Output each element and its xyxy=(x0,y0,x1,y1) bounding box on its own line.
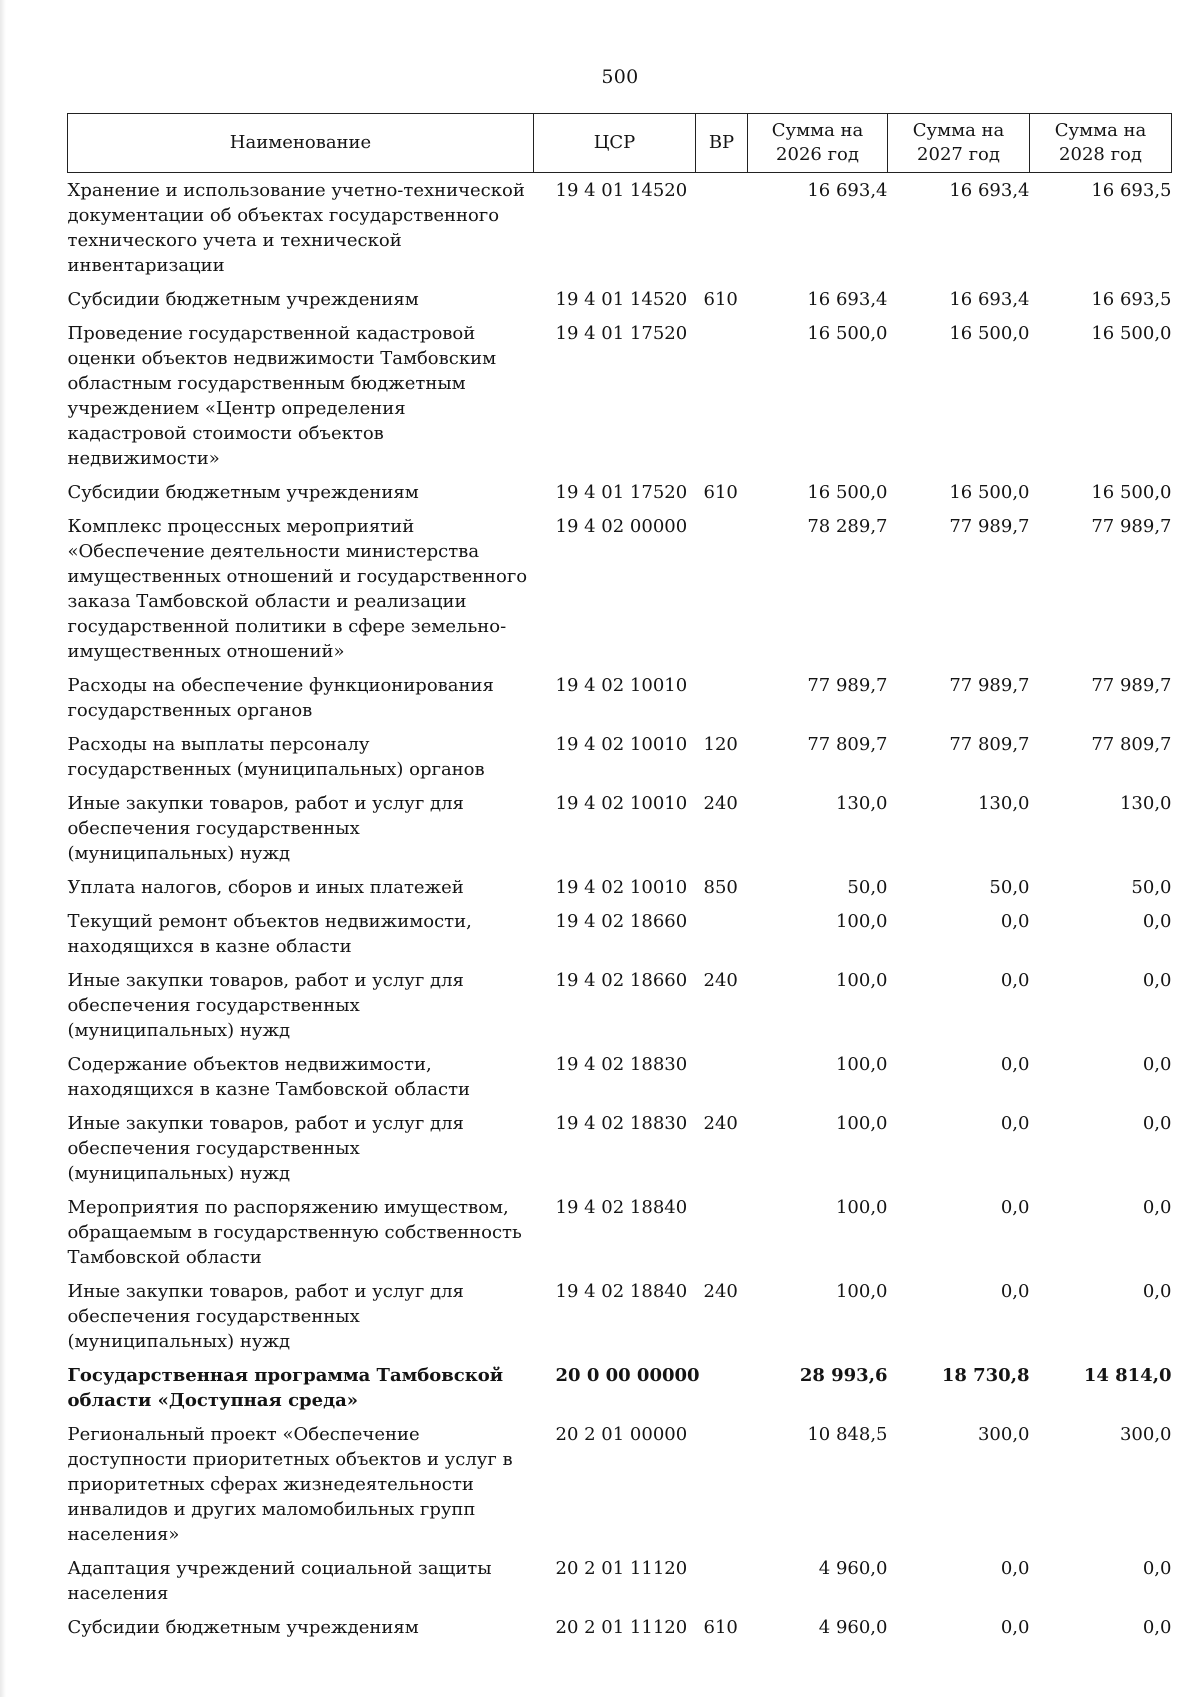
table-row xyxy=(68,727,1172,786)
table-row xyxy=(68,1106,1172,1190)
table-row xyxy=(68,316,1172,475)
cell-sum-2027: 16 500,0 xyxy=(949,482,1030,503)
table-row xyxy=(68,870,1172,904)
header-row xyxy=(68,114,1172,173)
cell-name: Уплата налогов, сборов и иных платежей xyxy=(67,877,464,898)
cell-name: Иные закупки товаров, работ и услуг для обеспечения государственных (муниципальных) нужд xyxy=(67,970,464,1041)
cell-sum-2026: 100,0 xyxy=(835,911,888,932)
cell-sum-2027: 130,0 xyxy=(977,793,1030,814)
cell-vr: 240 xyxy=(703,793,738,814)
cell-name: Адаптация учреждений социальной защиты населения xyxy=(67,1558,492,1604)
cell-sum-2027: 77 989,7 xyxy=(949,516,1030,537)
table-row xyxy=(68,1551,1172,1610)
table-row xyxy=(68,1358,1172,1417)
cell-sum-2026: 10 848,5 xyxy=(807,1424,888,1445)
cell-sum-2027: 77 809,7 xyxy=(949,734,1030,755)
cell-vr: 610 xyxy=(703,482,738,503)
cell-vr: 610 xyxy=(703,1617,738,1638)
cell-sum-2028: 77 989,7 xyxy=(1091,675,1172,696)
cell-vr xyxy=(696,316,748,475)
table-row xyxy=(68,173,1172,283)
table-row xyxy=(68,475,1172,509)
cell-csr: 19 4 02 18840 xyxy=(555,1281,688,1302)
cell-name: Текущий ремонт объектов недвижимости, находящихся в казне области xyxy=(67,911,472,957)
cell-sum-2026: 100,0 xyxy=(835,1197,888,1218)
cell-sum-2026: 16 693,4 xyxy=(807,289,888,310)
cell-sum-2026: 16 500,0 xyxy=(807,482,888,503)
cell-csr: 20 2 01 00000 xyxy=(555,1424,688,1445)
cell-sum-2028: 0,0 xyxy=(1142,1558,1172,1579)
cell-csr: 19 4 02 10010 xyxy=(555,675,688,696)
cell-vr xyxy=(696,173,748,283)
cell-vr: 120 xyxy=(703,734,738,755)
header-sum-2026: Сумма на 2026 год xyxy=(748,114,888,173)
cell-sum-2028: 0,0 xyxy=(1142,970,1172,991)
cell-sum-2027: 0,0 xyxy=(1000,911,1030,932)
budget-table xyxy=(67,113,1172,1644)
cell-name: Расходы на выплаты персоналу государственных (муниципальных) органов xyxy=(67,734,485,780)
cell-sum-2028: 0,0 xyxy=(1142,1617,1172,1638)
cell-csr: 19 4 02 18840 xyxy=(555,1197,688,1218)
cell-sum-2026: 16 500,0 xyxy=(807,323,888,344)
cell-vr xyxy=(696,1417,748,1551)
cell-sum-2026: 16 693,4 xyxy=(807,180,888,201)
cell-name: Региональный проект «Обеспечение доступности приоритетных объектов и услуг в приоритетных сферах жизнедеятельности инвалидов и других маломобильных групп населения» xyxy=(67,1424,513,1545)
cell-sum-2028: 0,0 xyxy=(1142,911,1172,932)
cell-sum-2026: 78 289,7 xyxy=(807,516,888,537)
cell-sum-2027: 16 693,4 xyxy=(949,180,1030,201)
cell-sum-2028: 77 989,7 xyxy=(1091,516,1172,537)
cell-vr xyxy=(696,1551,748,1610)
cell-sum-2027: 50,0 xyxy=(989,877,1030,898)
cell-sum-2026: 100,0 xyxy=(835,1113,888,1134)
table-row xyxy=(68,1047,1172,1106)
cell-vr: 850 xyxy=(703,877,738,898)
cell-name: Содержание объектов недвижимости, находящихся в казне Тамбовской области xyxy=(67,1054,471,1100)
table-header xyxy=(68,114,1172,173)
cell-sum-2028: 14 814,0 xyxy=(1083,1365,1172,1386)
cell-sum-2026: 100,0 xyxy=(835,1281,888,1302)
cell-sum-2027: 16 500,0 xyxy=(949,323,1030,344)
cell-sum-2026: 28 993,6 xyxy=(799,1365,888,1386)
cell-name: Иные закупки товаров, работ и услуг для обеспечения государственных (муниципальных) нужд xyxy=(67,793,464,864)
cell-sum-2028: 130,0 xyxy=(1119,793,1172,814)
cell-vr xyxy=(696,1358,748,1417)
cell-sum-2027: 16 693,4 xyxy=(949,289,1030,310)
cell-csr: 19 4 01 14520 xyxy=(555,180,688,201)
cell-sum-2028: 0,0 xyxy=(1142,1113,1172,1134)
cell-csr: 19 4 01 17520 xyxy=(555,482,688,503)
cell-name: Хранение и использование учетно-технической документации об объектах государственного технического учета и технической инвентаризации xyxy=(67,180,525,276)
cell-sum-2028: 16 500,0 xyxy=(1091,323,1172,344)
cell-vr xyxy=(696,1190,748,1274)
cell-csr: 19 4 02 18830 xyxy=(555,1113,688,1134)
cell-sum-2028: 0,0 xyxy=(1142,1197,1172,1218)
cell-csr: 19 4 02 10010 xyxy=(555,734,688,755)
cell-sum-2028: 0,0 xyxy=(1142,1054,1172,1075)
cell-sum-2026: 4 960,0 xyxy=(818,1558,888,1579)
cell-vr xyxy=(696,904,748,963)
cell-csr: 19 4 01 14520 xyxy=(555,289,688,310)
table-row xyxy=(68,786,1172,870)
cell-sum-2027: 0,0 xyxy=(1000,1197,1030,1218)
page-number: 500 xyxy=(601,66,639,88)
cell-name: Проведение государственной кадастровой оценки объектов недвижимости Тамбовским областным государственным бюджетным учреждением «Центр определения кадастровой стоимости объектов недвижимости» xyxy=(67,323,497,469)
cell-sum-2028: 16 693,5 xyxy=(1091,180,1172,201)
cell-sum-2027: 300,0 xyxy=(977,1424,1030,1445)
header-csr: ЦСР xyxy=(534,114,696,173)
cell-vr xyxy=(696,509,748,668)
cell-name: Комплекс процессных мероприятий «Обеспечение деятельности министерства имущественных отношений и государственного заказа Тамбовской области и реализации государственной политики в сфере земельно-имущественных отношений» xyxy=(67,516,528,662)
cell-sum-2026: 100,0 xyxy=(835,970,888,991)
table-row xyxy=(68,1610,1172,1644)
table-row xyxy=(68,668,1172,727)
cell-sum-2028: 0,0 xyxy=(1142,1281,1172,1302)
cell-vr: 610 xyxy=(703,289,738,310)
cell-vr xyxy=(696,1047,748,1106)
cell-vr xyxy=(696,668,748,727)
cell-csr: 19 4 02 10010 xyxy=(555,793,688,814)
cell-sum-2027: 0,0 xyxy=(1000,1558,1030,1579)
cell-sum-2027: 0,0 xyxy=(1000,1113,1030,1134)
cell-csr: 20 2 01 11120 xyxy=(555,1617,688,1638)
header-name: Наименование xyxy=(68,114,534,173)
table-row xyxy=(68,904,1172,963)
cell-name: Государственная программа Тамбовской области «Доступная среда» xyxy=(67,1365,504,1411)
table-row xyxy=(68,509,1172,668)
header-sum-2028: Сумма на 2028 год xyxy=(1030,114,1172,173)
cell-vr: 240 xyxy=(703,970,738,991)
cell-csr: 19 4 01 17520 xyxy=(555,323,688,344)
cell-name: Субсидии бюджетным учреждениям xyxy=(67,289,419,310)
cell-vr: 240 xyxy=(703,1281,738,1302)
cell-sum-2026: 50,0 xyxy=(847,877,888,898)
cell-sum-2027: 18 730,8 xyxy=(941,1365,1030,1386)
cell-sum-2026: 100,0 xyxy=(835,1054,888,1075)
cell-sum-2027: 0,0 xyxy=(1000,970,1030,991)
cell-sum-2028: 77 809,7 xyxy=(1091,734,1172,755)
table-row xyxy=(68,1190,1172,1274)
cell-csr: 20 0 00 00000 xyxy=(555,1365,700,1386)
cell-name: Иные закупки товаров, работ и услуг для обеспечения государственных (муниципальных) нужд xyxy=(67,1113,464,1184)
cell-name: Иные закупки товаров, работ и услуг для обеспечения государственных (муниципальных) нужд xyxy=(67,1281,464,1352)
header-sum-2027: Сумма на 2027 год xyxy=(888,114,1030,173)
cell-csr: 19 4 02 18830 xyxy=(555,1054,688,1075)
cell-sum-2027: 77 989,7 xyxy=(949,675,1030,696)
table-row xyxy=(68,1274,1172,1358)
cell-name: Расходы на обеспечение функционирования государственных органов xyxy=(67,675,494,721)
cell-sum-2027: 0,0 xyxy=(1000,1054,1030,1075)
table-row xyxy=(68,282,1172,316)
table-row xyxy=(68,963,1172,1047)
cell-name: Субсидии бюджетным учреждениям xyxy=(67,482,419,503)
cell-csr: 19 4 02 18660 xyxy=(555,970,688,991)
header-vr: ВР xyxy=(696,114,748,173)
cell-vr: 240 xyxy=(703,1113,738,1134)
cell-csr: 19 4 02 18660 xyxy=(555,911,688,932)
cell-sum-2028: 16 500,0 xyxy=(1091,482,1172,503)
cell-sum-2026: 4 960,0 xyxy=(818,1617,888,1638)
scan-edge-shadow xyxy=(0,0,6,1697)
cell-name: Субсидии бюджетным учреждениям xyxy=(67,1617,419,1638)
cell-sum-2028: 50,0 xyxy=(1131,877,1172,898)
cell-csr: 20 2 01 11120 xyxy=(555,1558,688,1579)
cell-sum-2028: 16 693,5 xyxy=(1091,289,1172,310)
cell-csr: 19 4 02 00000 xyxy=(555,516,688,537)
table-row xyxy=(68,1417,1172,1551)
cell-csr: 19 4 02 10010 xyxy=(555,877,688,898)
cell-sum-2027: 0,0 xyxy=(1000,1617,1030,1638)
cell-sum-2027: 0,0 xyxy=(1000,1281,1030,1302)
table-body xyxy=(68,173,1172,1645)
cell-sum-2028: 300,0 xyxy=(1119,1424,1172,1445)
cell-sum-2026: 130,0 xyxy=(835,793,888,814)
cell-sum-2026: 77 989,7 xyxy=(807,675,888,696)
cell-sum-2026: 77 809,7 xyxy=(807,734,888,755)
cell-name: Мероприятия по распоряжению имуществом, обращаемым в государственную собственность Тамбовской области xyxy=(67,1197,522,1268)
